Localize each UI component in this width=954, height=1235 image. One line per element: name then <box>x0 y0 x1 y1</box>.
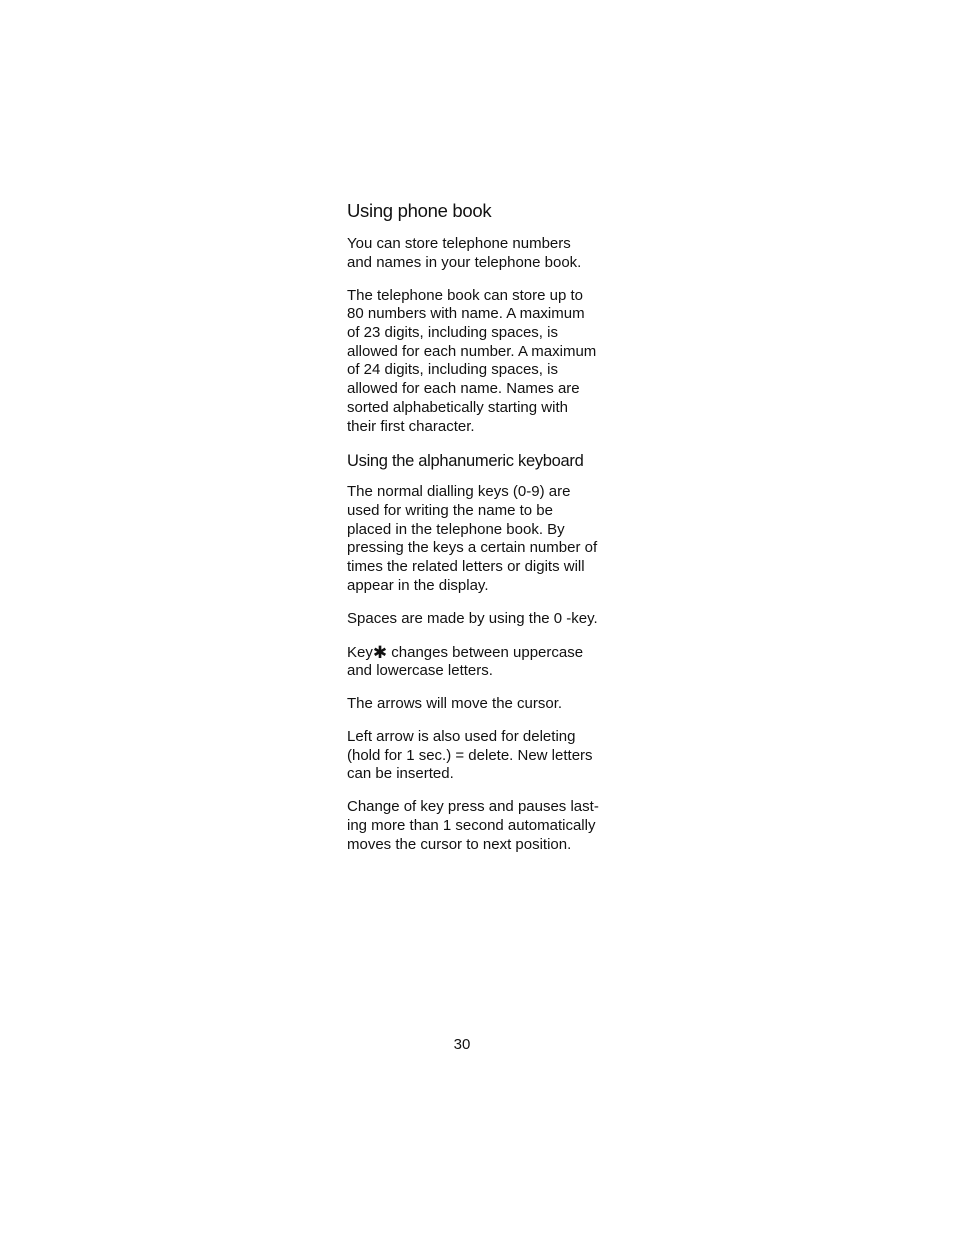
page-number: 30 <box>453 1036 471 1053</box>
subsection-title: Using the alphanumeric keyboard <box>347 452 584 471</box>
case-key-paragraph <box>347 643 622 681</box>
arrows-paragraph: The arrows will move the cursor. <box>347 695 563 713</box>
delete-paragraph: Left arrow is also used for deleting (hold for 1 sec.) = delete. New letters can be inserted. <box>347 728 593 783</box>
capacity-paragraph: The telephone book can store up to 80 numbers with name. A maximum of 23 digits, including spaces, is allowed for each number. A maximum of 24 digits, including spaces, is allowed for each name. Names are sorted alphabetically starting with their first character. <box>347 286 597 435</box>
auto-advance-paragraph: Change of key press and pauses last- ing more than 1 second automatically moves the cursor to next position. <box>347 798 599 853</box>
spaces-paragraph: Spaces are made by using the 0 -key. <box>347 609 598 627</box>
dialling-keys-paragraph: The normal dialling keys (0-9) are used for writing the name to be placed in the telephone book. By pressing the keys a certain number of times the related letters or digits will appear in the display. <box>347 483 598 594</box>
section-title: Using phone book <box>347 200 492 221</box>
star-key-icon: ✱ <box>372 642 388 662</box>
text-column <box>347 198 622 869</box>
key-suffix: changes between uppercase and lowercase letters. <box>347 643 584 680</box>
key-prefix: Key <box>347 643 373 661</box>
intro-paragraph: You can store telephone numbers and names in your telephone book. <box>347 235 582 271</box>
